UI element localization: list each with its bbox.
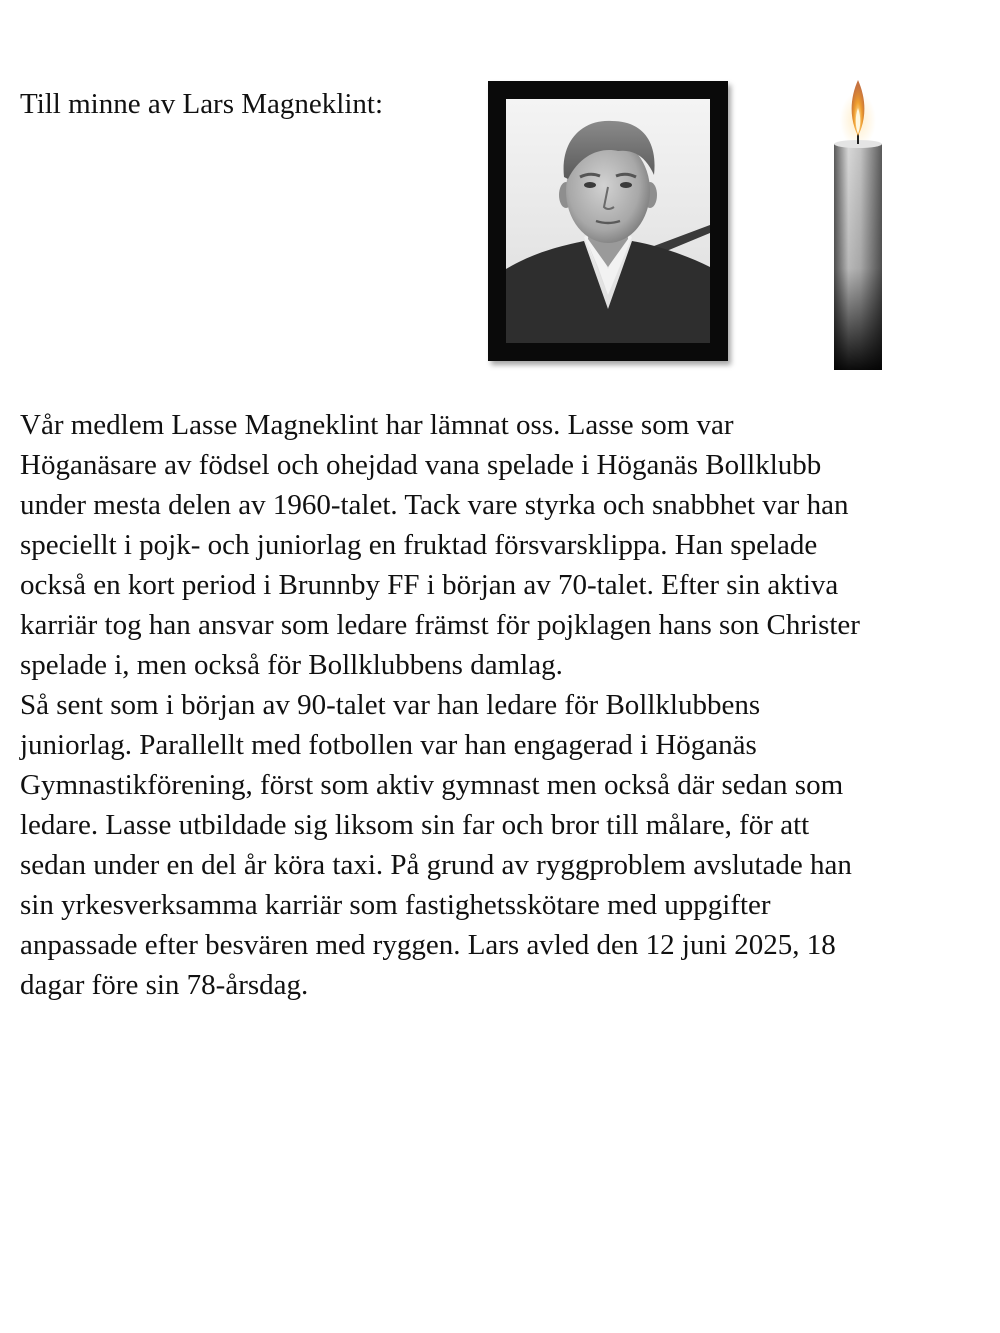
text-line: Höganäsare av födsel och ohejdad vana spelade i Höganäs Bollklubb [20,449,822,481]
text-line: Gymnastikförening, först som aktiv gymnast men också där sedan som [20,769,844,801]
candle-icon [828,74,888,370]
text-line: sin yrkesverksamma karriär som fastighetsskötare med uppgifter [20,889,771,921]
text-line: ledare. Lasse utbildade sig liksom sin far och bror till målare, för att [20,809,810,841]
text-line: dagar före sin 78-årsdag. [20,969,309,1001]
portrait-photo [506,99,710,343]
portrait-photo-frame [488,81,728,361]
text-line: Så sent som i början av 90-talet var han ledare för Bollklubbens [20,689,761,721]
text-line: karriär tog han ansvar som ledare främst för pojklagen hans son Christer [20,609,860,641]
text-line: spelade i, men också för Bollklubbens damlag. [20,649,563,681]
text-line: också en kort period i Brunnby FF i början av 70-talet. Efter sin aktiva [20,569,839,601]
text-line: sedan under en del år köra taxi. På grund av ryggproblem avslutade han [20,849,852,881]
obituary-text [20,405,995,1005]
memorial-heading: Till minne av Lars Magneklint: [20,88,384,120]
text-line: anpassade efter besvären med ryggen. Lars avled den 12 juni 2025, 18 [20,929,836,961]
text-line: under mesta delen av 1960-talet. Tack vare styrka och snabbhet var han [20,489,849,521]
text-line: Vår medlem Lasse Magneklint har lämnat oss. Lasse som var [20,409,734,441]
text-line: speciellt i pojk- och juniorlag en fruktad försvarsklippa. Han spelade [20,529,818,561]
text-line: juniorlag. Parallellt med fotbollen var han engagerad i Höganäs [20,729,757,761]
